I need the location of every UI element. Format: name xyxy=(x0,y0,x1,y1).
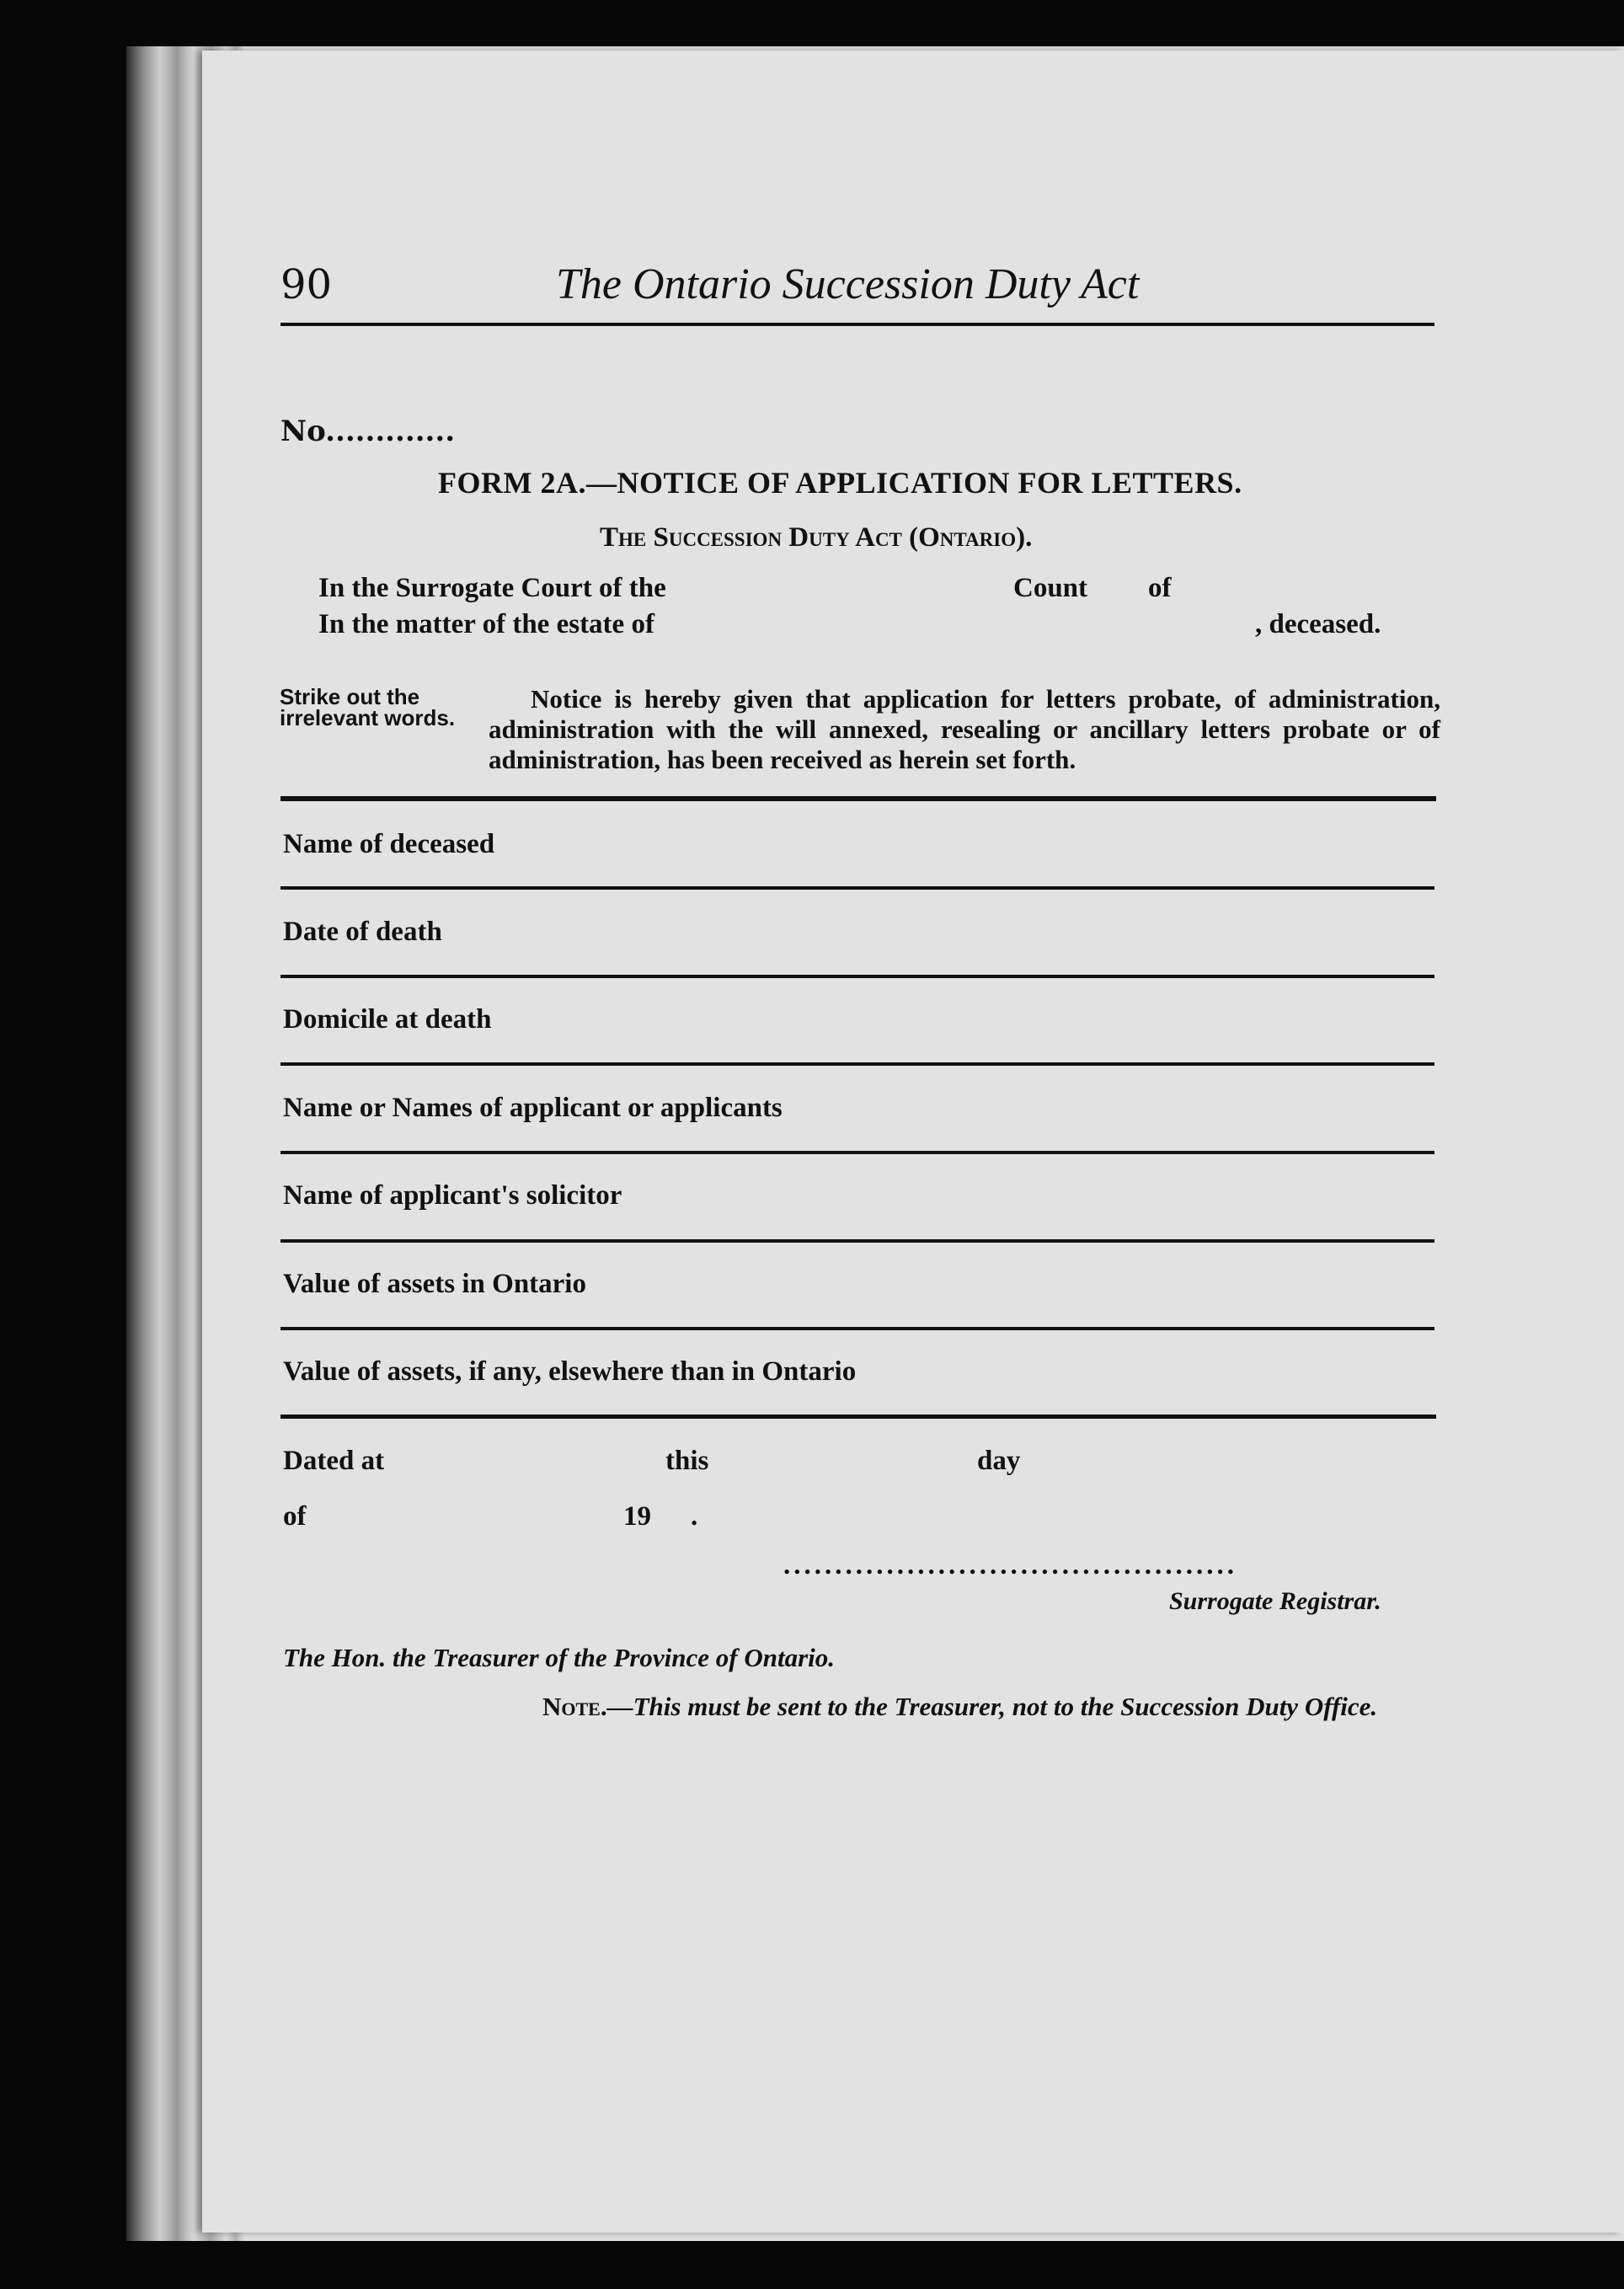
notice-paragraph: Notice is hereby given that application for letters probate, of administration, administration with the will annexed, resealing or ancillary letters probate or of administration, has been received as herein set forth. xyxy=(489,684,1440,774)
field-label: Domicile at death xyxy=(283,1004,492,1035)
court-prefix: In the Surrogate Court of the xyxy=(318,573,666,603)
field-rule xyxy=(280,1327,1434,1330)
page-sheet xyxy=(202,51,1624,2233)
dated-day: day xyxy=(977,1446,1021,1476)
field-rule xyxy=(280,1239,1434,1243)
field-rule xyxy=(280,975,1434,978)
field-label: Date of death xyxy=(283,917,442,947)
addressee: The Hon. the Treasurer of the Province of Ontario. xyxy=(283,1643,836,1672)
dated-year: 19 xyxy=(623,1501,651,1532)
estate-prefix: In the matter of the estate of xyxy=(318,609,654,639)
side-note: Strike out the irrelevant words. xyxy=(280,684,456,730)
dated-period: . xyxy=(691,1501,698,1532)
field-label: Name of deceased xyxy=(283,829,495,859)
form-title: FORM 2A.—NOTICE OF APPLICATION FOR LETTERS. xyxy=(438,466,1242,500)
form-number: No............. xyxy=(280,414,456,448)
field-rule xyxy=(280,1415,1436,1419)
signature-role: Surrogate Registrar. xyxy=(1169,1587,1381,1615)
field-label: Name or Names of applicant or applicants xyxy=(283,1093,783,1123)
header-rule xyxy=(280,323,1434,326)
court-of: of xyxy=(1148,573,1172,603)
signature-line: ............................................ xyxy=(783,1550,1237,1580)
dated-of: of xyxy=(283,1501,307,1532)
act-title: The Succession Duty Act (Ontario). xyxy=(600,522,1033,553)
field-rule xyxy=(280,1151,1434,1154)
dated-at: Dated at xyxy=(283,1446,385,1476)
running-title: The Ontario Succession Duty Act xyxy=(556,260,1140,308)
note-text xyxy=(495,1692,1397,1722)
court-county: Count xyxy=(1013,573,1088,603)
field-rule xyxy=(280,1062,1434,1066)
notice-rule xyxy=(280,796,1436,801)
field-label: Value of assets in Ontario xyxy=(283,1269,586,1299)
field-rule xyxy=(280,886,1434,890)
page-number: 90 xyxy=(280,261,333,308)
dated-this: this xyxy=(665,1446,709,1476)
note-body: —This must be sent to the Treasurer, not to the Succession Duty Office. xyxy=(606,1692,1378,1721)
field-label: Name of applicant's solicitor xyxy=(283,1180,622,1211)
estate-suffix: , deceased. xyxy=(1255,609,1381,639)
field-label: Value of assets, if any, elsewhere than in Ontario xyxy=(283,1356,857,1387)
note-lead: Note. xyxy=(542,1692,607,1721)
